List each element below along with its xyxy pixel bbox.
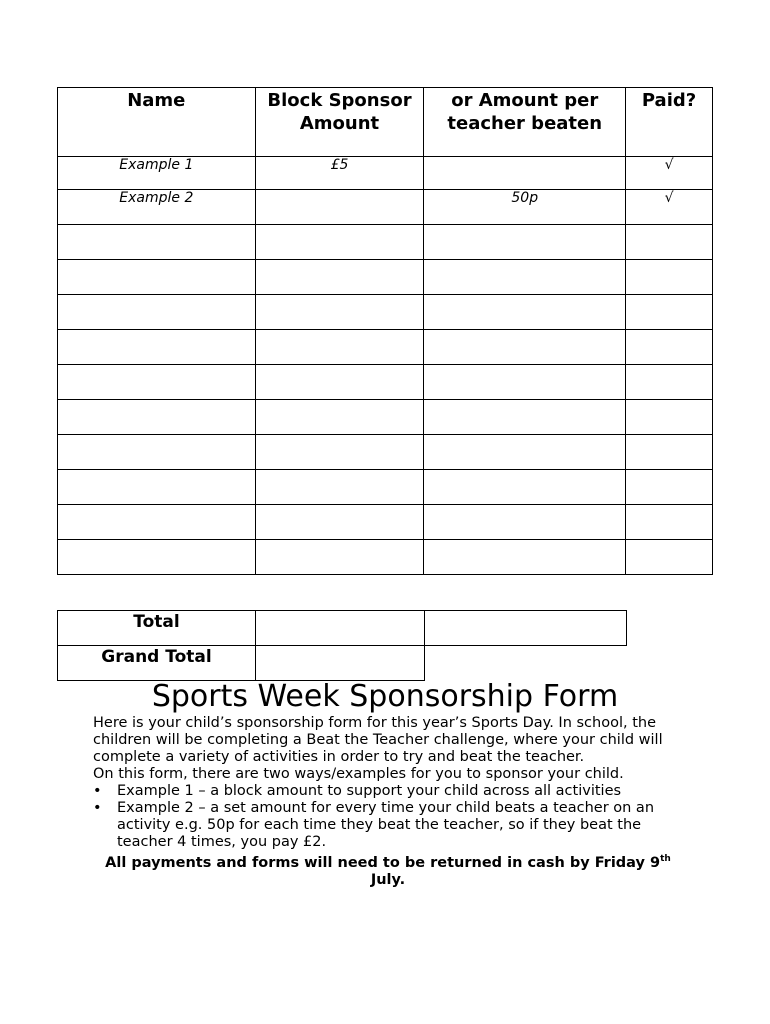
per-teacher-cell[interactable] — [424, 157, 626, 190]
total-label: Total — [58, 611, 256, 646]
block-amount-cell[interactable] — [255, 330, 424, 365]
bullet-icon: • — [93, 800, 102, 816]
per-teacher-cell[interactable] — [424, 330, 626, 365]
paid-cell[interactable]: √ — [626, 190, 713, 225]
table-row — [58, 260, 713, 295]
table-row — [58, 400, 713, 435]
name-cell[interactable] — [58, 295, 256, 330]
block-amount-cell[interactable] — [255, 295, 424, 330]
total-per-teacher-cell[interactable] — [425, 611, 627, 646]
paid-cell[interactable] — [626, 330, 713, 365]
grand-total-row — [58, 646, 627, 681]
paid-cell[interactable] — [626, 295, 713, 330]
examples-list — [93, 783, 683, 851]
per-teacher-cell[interactable]: 50p — [424, 190, 626, 225]
paid-cell[interactable] — [626, 400, 713, 435]
per-teacher-cell[interactable] — [424, 470, 626, 505]
block-amount-cell[interactable] — [255, 435, 424, 470]
block-amount-cell[interactable] — [255, 225, 424, 260]
per-teacher-cell[interactable] — [424, 540, 626, 575]
header-amount-per-teacher: or Amount per teacher beaten — [424, 88, 626, 157]
block-amount-cell[interactable] — [255, 400, 424, 435]
payment-deadline-end: July. — [370, 871, 406, 888]
per-teacher-cell[interactable] — [424, 225, 626, 260]
example-2-text: Example 2 – a set amount for every time your child beats a teacher on an activity e.g. 50p for each time they beat the teacher, so if they beat the teacher 4 times, you pay £2. — [117, 800, 655, 850]
paid-cell[interactable] — [626, 260, 713, 295]
table-row — [58, 330, 713, 365]
per-teacher-cell[interactable] — [424, 435, 626, 470]
block-amount-cell[interactable] — [255, 190, 424, 225]
grand-total-cell[interactable] — [256, 646, 425, 681]
paid-cell[interactable] — [626, 540, 713, 575]
paid-cell[interactable] — [626, 470, 713, 505]
intro-text — [93, 715, 683, 889]
block-amount-cell[interactable] — [255, 505, 424, 540]
total-block-cell[interactable] — [256, 611, 425, 646]
payment-deadline-text: All payments and forms will need to be returned in cash by Friday 9 — [105, 854, 661, 871]
paid-cell[interactable]: √ — [626, 157, 713, 190]
name-cell[interactable]: Example 1 — [58, 157, 256, 190]
intro-paragraph-ways: On this form, there are two ways/examples for you to sponsor your child. — [93, 766, 624, 782]
block-amount-cell[interactable] — [255, 365, 424, 400]
example-1-text: Example 1 – a block amount to support your child across all activities — [117, 783, 622, 799]
name-cell[interactable] — [58, 540, 256, 575]
header-paid: Paid? — [626, 88, 713, 157]
grand-total-spacer — [425, 646, 627, 681]
block-amount-cell[interactable] — [255, 470, 424, 505]
totals-table — [57, 610, 627, 681]
name-cell[interactable] — [58, 470, 256, 505]
header-block-amount: Block Sponsor Amount — [255, 88, 424, 157]
name-cell[interactable] — [58, 225, 256, 260]
table-row — [58, 435, 713, 470]
table-header-row — [58, 88, 713, 157]
table-row — [58, 225, 713, 260]
paid-cell[interactable] — [626, 435, 713, 470]
intro-paragraph: Here is your child’s sponsorship form for this year’s Sports Day. In school, the children will be completing a Beat the Teacher challenge, where your child will complete a variety of activities in order to try and beat the teacher. — [93, 715, 663, 765]
table-row — [58, 190, 713, 225]
payment-deadline — [93, 851, 683, 889]
name-cell[interactable] — [58, 400, 256, 435]
table-row — [58, 540, 713, 575]
block-amount-cell[interactable]: £5 — [255, 157, 424, 190]
name-cell[interactable]: Example 2 — [58, 190, 256, 225]
total-row — [58, 611, 627, 646]
header-name: Name — [58, 88, 256, 157]
name-cell[interactable] — [58, 260, 256, 295]
paid-cell[interactable] — [626, 365, 713, 400]
name-cell[interactable] — [58, 330, 256, 365]
paid-cell[interactable] — [626, 225, 713, 260]
per-teacher-cell[interactable] — [424, 295, 626, 330]
block-amount-cell[interactable] — [255, 260, 424, 295]
per-teacher-cell[interactable] — [424, 505, 626, 540]
per-teacher-cell[interactable] — [424, 365, 626, 400]
table-row — [58, 470, 713, 505]
table-row — [58, 157, 713, 190]
bullet-icon: • — [93, 783, 102, 799]
form-title: Sports Week Sponsorship Form — [151, 679, 619, 714]
block-amount-cell[interactable] — [255, 540, 424, 575]
table-row — [58, 505, 713, 540]
name-cell[interactable] — [58, 435, 256, 470]
sponsor-table — [57, 87, 713, 575]
name-cell[interactable] — [58, 365, 256, 400]
grand-total-label: Grand Total — [58, 646, 256, 681]
name-cell[interactable] — [58, 505, 256, 540]
per-teacher-cell[interactable] — [424, 400, 626, 435]
per-teacher-cell[interactable] — [424, 260, 626, 295]
table-row — [58, 365, 713, 400]
payment-deadline-sup: th — [660, 854, 671, 864]
table-row — [58, 295, 713, 330]
list-item — [93, 783, 683, 800]
paid-cell[interactable] — [626, 505, 713, 540]
list-item — [93, 800, 683, 851]
